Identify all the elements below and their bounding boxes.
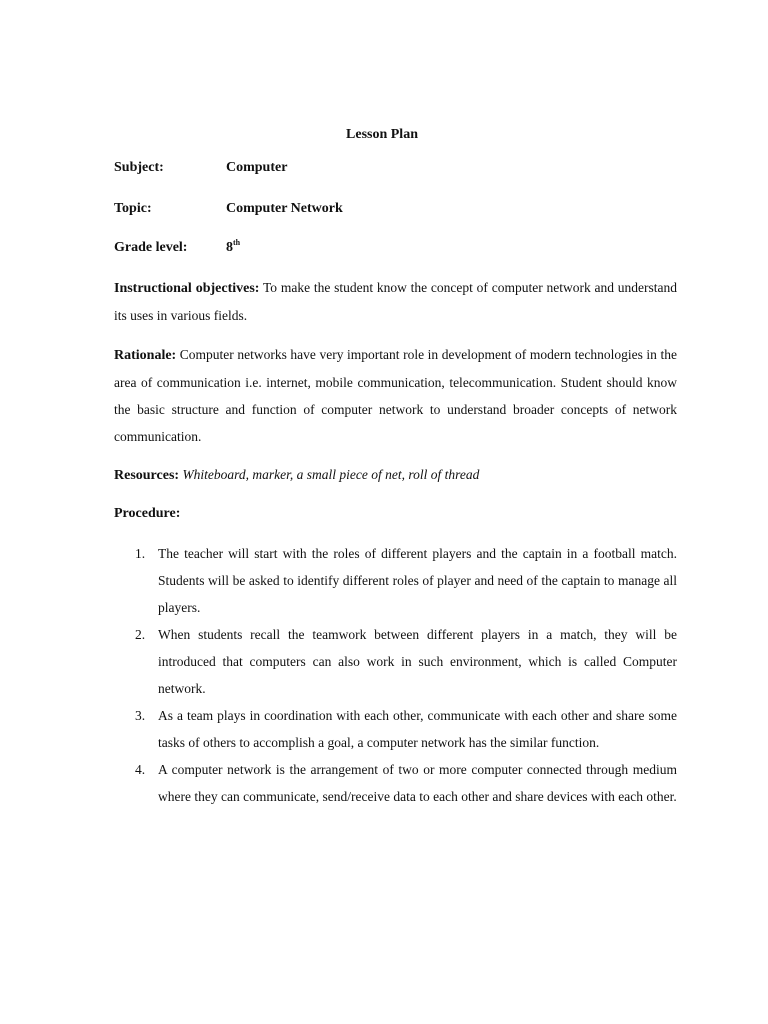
list-item-text: As a team plays in coordination with each other, communicate with each other and share some tasks of others to accomplish a goal, a computer network has the similar function. — [158, 708, 677, 750]
list-item-number: 4. — [135, 762, 146, 777]
list-item-number: 2. — [135, 627, 146, 642]
list-item — [114, 540, 677, 621]
document-title: Lesson Plan — [346, 127, 418, 142]
rationale-label: Rationale: — [114, 348, 177, 363]
resources-label: Resources: — [114, 468, 180, 483]
rationale — [114, 341, 677, 450]
list-item-number: 3. — [135, 708, 146, 723]
field-label: Topic: — [114, 201, 152, 216]
grade-number: 8 — [226, 240, 233, 255]
field-value — [226, 240, 240, 256]
field-label: Subject: — [114, 160, 164, 175]
grade-superscript: th — [233, 238, 241, 247]
instructional-objectives — [114, 274, 677, 329]
list-item-number: 1. — [135, 546, 146, 561]
list-item — [114, 621, 677, 702]
procedure-heading: Procedure: — [114, 506, 181, 521]
objectives-text: To make the student know the concept of computer network and understand its uses in various fields. — [114, 280, 677, 323]
list-item — [114, 756, 677, 810]
procedure-list — [114, 540, 677, 810]
objectives-label: Instructional objectives: — [114, 281, 260, 296]
list-item-text: A computer network is the arrangement of two or more computer connected through medium where they can communicate, send/receive data to each other and share devices with each other. — [158, 762, 677, 804]
rationale-text: Computer networks have very important role in development of modern technologies in the area of communication i.e. internet, mobile communication, telecommunication. Student should know the basic structure and function of computer network to understand broader concepts of network communication. — [114, 347, 677, 444]
list-item — [114, 702, 677, 756]
resources — [114, 461, 677, 489]
list-item-text: When students recall the teamwork between different players in a match, they will be introduced that computers can also work in such environment, which is called Computer network. — [158, 627, 677, 696]
resources-text: Whiteboard, marker, a small piece of net, roll of thread — [179, 467, 480, 482]
field-value: Computer — [226, 160, 288, 175]
list-item-text: The teacher will start with the roles of different players and the captain in a football match. Students will be asked to identify different roles of player and need of the captain to manage all players. — [158, 546, 677, 615]
field-value: Computer Network — [226, 201, 343, 216]
field-label: Grade level: — [114, 240, 188, 255]
